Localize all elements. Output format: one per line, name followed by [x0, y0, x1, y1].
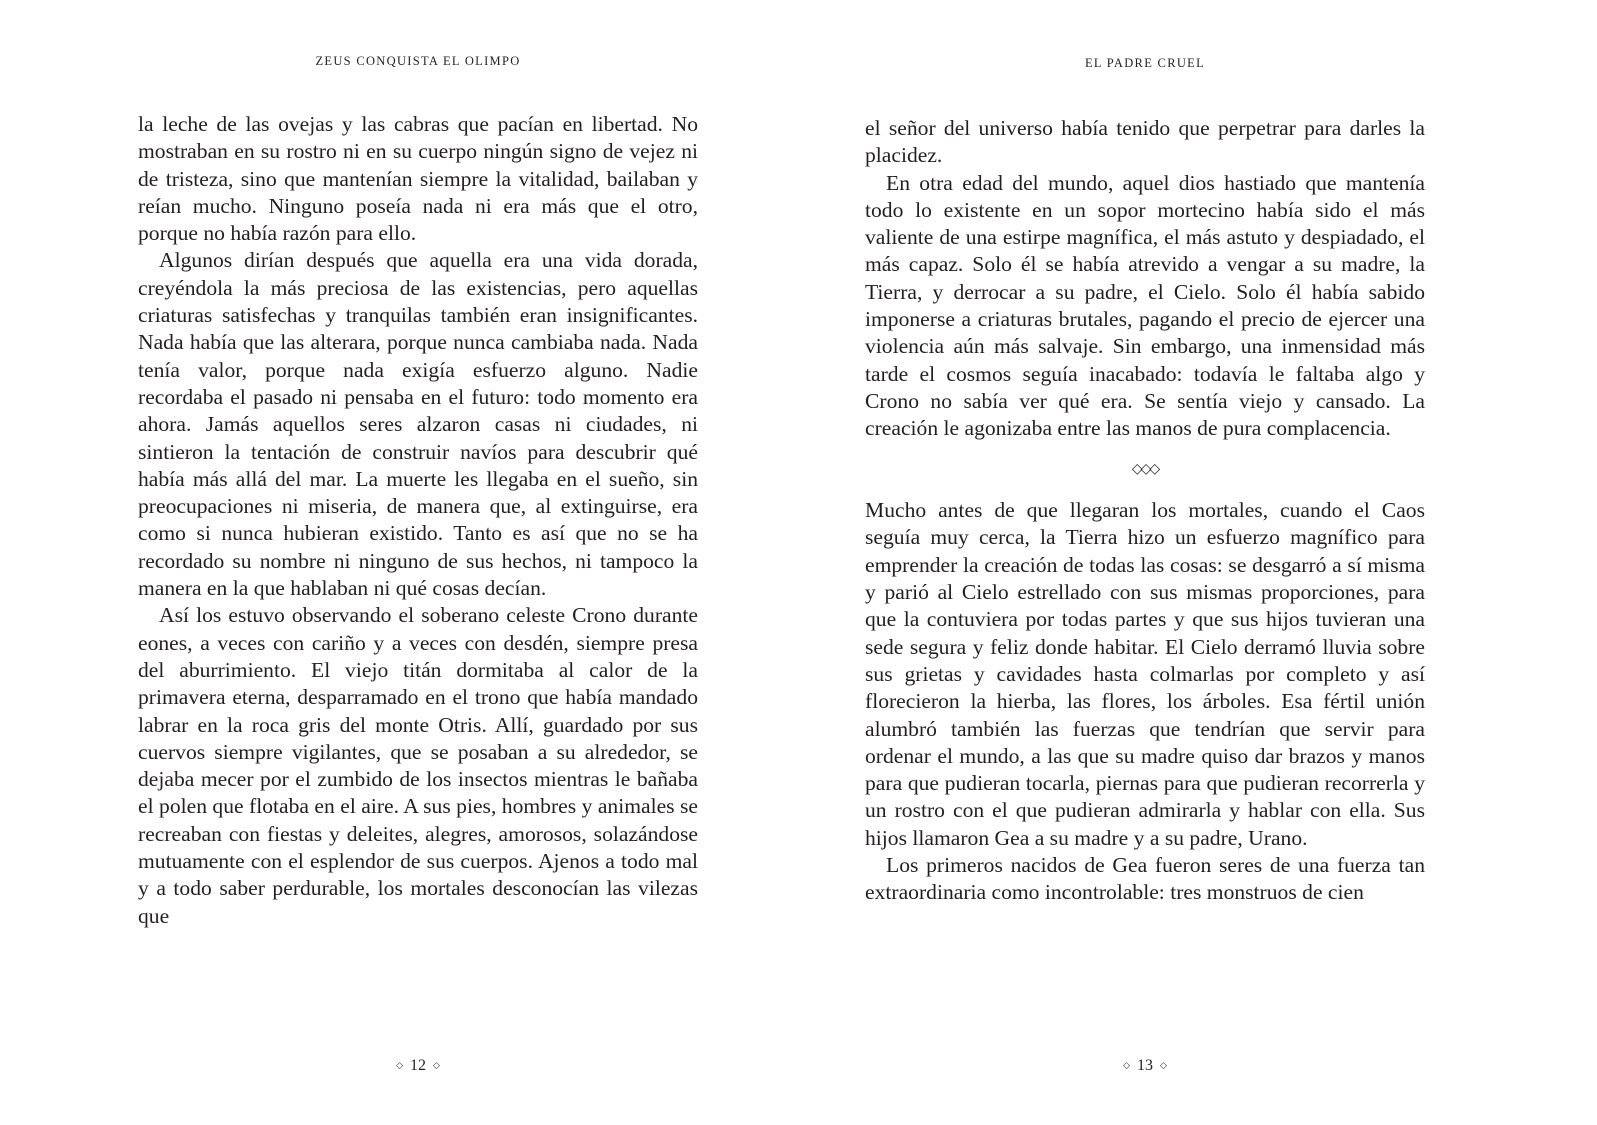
diamond-ornament-icon: ◇: [1160, 1060, 1167, 1070]
paragraph: el señor del universo había tenido que perpetrar para darles la placidez.: [865, 116, 1425, 168]
running-head-left: ZEUS CONQUISTA EL OLIMPO: [315, 54, 521, 68]
left-page: [138, 0, 698, 1125]
left-body-text: [138, 111, 698, 930]
right-page: [865, 0, 1425, 1125]
page-number: 12: [410, 1057, 426, 1074]
diamond-ornament-icon: ◇: [1123, 1060, 1130, 1070]
paragraph: Algunos dirían después que aquella era una vida dorada, creyéndola la más preciosa de las existencias, pero aquellas criaturas satisfechas y tranquilas también eran insignificantes. Nada había que las alterara, porque nunca cambiaba nada. Nada tenía valor, porque nada exigía esfuerzo alguno. Nadie recordaba el pasado ni pensaba en el futuro: todo momento era ahora. Jamás aquellos seres alzaron casas ni ciudades, ni sintieron la tentación de construir navíos para descubrir qué había más allá del mar. La muerte les llegaba en el sueño, sin preocupaciones ni miseria, de manera que, al extinguirse, era como si nunca hubieran existido. Tanto es así que no se ha recordado su nombre ni ninguno de sus hechos, ni tampoco la manera en la que hablaban ni qué cosas decían.: [138, 248, 698, 601]
running-head-right: EL PADRE CRUEL: [1084, 56, 1206, 70]
paragraph: la leche de las ovejas y las cabras que pacían en libertad. No mostraban en su rostro ni en su cuerpo ningún signo de vejez ni de tristeza, sino que mantenían siempre la vitalidad, bailaban y reían mucho. Ninguno poseía nada ni era más que el otro, porque no había razón para ello.: [138, 112, 698, 246]
diamond-ornament-icon: ◇: [433, 1060, 440, 1070]
paragraph: En otra edad del mundo, aquel dios hastiado que mantenía todo lo existente en un sopor mortecino había sido el más valiente de una estirpe magnífica, el más astuto y despiadado, el más capaz. Solo él se había atrevido a vengar a su madre, la Tierra, y derrocar a su padre, el Cielo. Solo él había sabido imponerse a criaturas brutales, pagando el precio de ejercer una violencia aún más salvaje. Sin embargo, una inmensidad más tarde el cosmos seguía inacabado: todavía le faltaba algo y Crono no sabía ver qué era. Se sentía viejo y cansado. La creación le agonizaba entre las manos de pura complacencia.: [865, 170, 1425, 441]
page-number-right: [865, 1057, 1425, 1075]
section-break-ornament-icon: ◇◇◇: [1131, 461, 1159, 477]
right-body-text: [865, 115, 1425, 907]
paragraph: Los primeros nacidos de Gea fueron seres de una fuerza tan extraordinaria como incontrolable: tres monstruos de cien: [865, 853, 1425, 905]
page-number: 13: [1137, 1057, 1153, 1074]
diamond-ornament-icon: ◇: [396, 1060, 403, 1070]
paragraph: Así los estuvo observando el soberano celeste Crono durante eones, a veces con cariño y a veces con desdén, siempre presa del aburrimiento. El viejo titán dormitaba al calor de la primavera eterna, desparramado en el trono que había mandado labrar en la roca gris del monte Otris. Allí, guardado por sus cuervos siempre vigilantes, que se posaban a su alrededor, se dejaba mecer por el zumbido de los insectos mientras le bañaba el polen que flotaba en el aire. A sus pies, hombres y animales se recreaban con fiestas y deleites, alegres, amorosos, solazándose mutuamente con el esplendor de sus cuerpos. Ajenos a todo mal y a todo saber perdurable, los mortales desconocían las vilezas que: [138, 603, 698, 928]
page-number-left: [138, 1057, 698, 1075]
paragraph: Mucho antes de que llegaran los mortales, cuando el Caos seguía muy cerca, la Tierra hizo un esfuerzo magnífico para emprender la creación de todas las cosas: se desgarró a sí misma y parió al Cielo estrellado con sus mismas proporciones, para que la contuviera por todas partes y que sus hijos tuvieran una sede segura y feliz donde habitar. El Cielo derramó lluvia sobre sus grietas y cavidades hasta colmarlas por completo y así florecieron la hierba, las flores, los árboles. Esa fértil unión alumbró también las fuerzas que tendrían que servir para ordenar el mundo, a las que su madre quiso dar brazos y manos para que pudieran tocarla, piernas para que pudieran recorrerla y un rostro con el que pudieran admirarla y hablar con ella. Sus hijos llamaron Gea a su madre y a su padre, Urano.: [865, 498, 1425, 850]
